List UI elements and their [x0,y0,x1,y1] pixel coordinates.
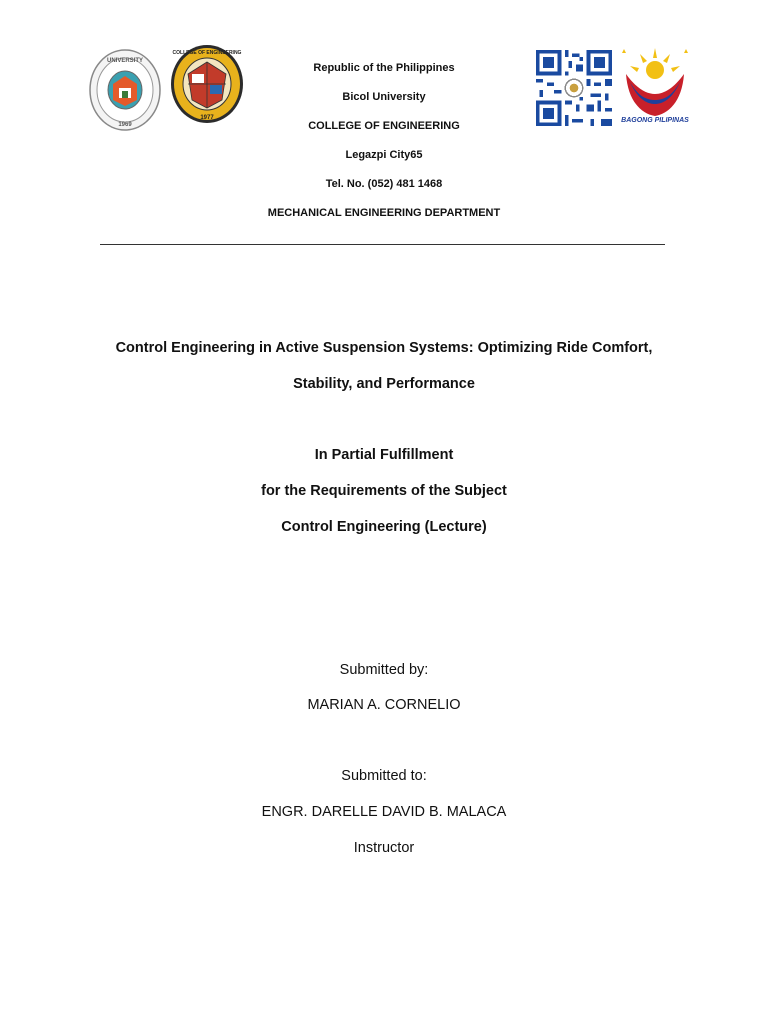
document-title-line1: Control Engineering in Active Suspension Systems: Optimizing Ride Comfort, [115,340,653,356]
document-title-line2: Stability, and Performance [293,376,475,392]
header-phone: Tel. No. (052) 481 1468 [325,178,443,190]
header-department: MECHANICAL ENGINEERING DEPARTMENT [267,207,501,219]
svg-text:1977: 1977 [200,115,214,121]
submitted-to-role: Instructor [353,840,415,856]
header-divider [100,244,665,245]
header-college: COLLEGE OF ENGINEERING [308,120,460,132]
svg-text:COLLEGE OF ENGINEERING: COLLEGE OF ENGINEERING [172,50,242,56]
college-of-engineering-seal [170,44,244,124]
fulfillment-line2: for the Requirements of the Subject [261,483,507,499]
header-university: Bicol University [342,91,426,103]
submitted-by-name: MARIAN A. CORNELIO [307,697,461,713]
fulfillment-line1: In Partial Fulfillment [314,447,454,463]
header-city: Legazpi City65 [345,149,423,161]
bagong-pilipinas-logo [614,44,696,124]
svg-text:UNIVERSITY: UNIVERSITY [106,58,144,64]
submitted-to-label: Submitted to: [341,768,427,784]
fulfillment-subject: Control Engineering (Lecture) [281,519,487,535]
submitted-to-name: ENGR. DARELLE DAVID B. MALACA [261,804,507,820]
submitted-by-label: Submitted by: [339,662,429,678]
header-country: Republic of the Philippines [313,62,455,74]
svg-text:1969: 1969 [118,122,132,128]
svg-text:BAGONG PILIPINAS: BAGONG PILIPINAS [621,117,689,124]
